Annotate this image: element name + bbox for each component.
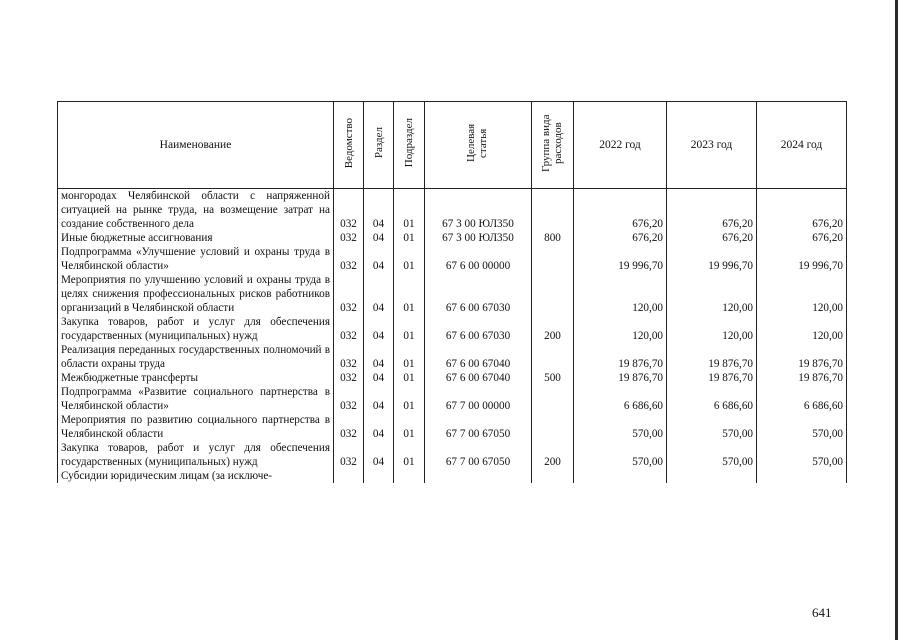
- row-name: монгородах Челябинской области с напряженной ситуацией на рынке труда, на возмещение затрат на создание собственного дела: [58, 189, 334, 232]
- row-celevaya-statya: 67 6 00 67030: [425, 273, 532, 315]
- header-2024: 2024 год: [757, 102, 847, 189]
- row-gruppa-vida: 800: [532, 231, 574, 245]
- row-value-2024: 570,00: [757, 413, 847, 441]
- row-podrazdel: 01: [394, 315, 425, 343]
- header-gruppa-vida-rashodov: Группа вида расходов: [539, 114, 564, 172]
- row-razdel: 04: [364, 273, 394, 315]
- row-celevaya-statya: [425, 469, 532, 483]
- row-celevaya-statya: 67 6 00 67040: [425, 343, 532, 371]
- row-celevaya-statya: 67 6 00 67030: [425, 315, 532, 343]
- row-value-2024: 676,20: [757, 231, 847, 245]
- row-value-2022: 19 996,70: [574, 245, 667, 273]
- row-razdel: 04: [364, 343, 394, 371]
- budget-table: [57, 101, 847, 483]
- row-razdel: 04: [364, 371, 394, 385]
- row-value-2024: 19 876,70: [757, 343, 847, 371]
- row-value-2024: 570,00: [757, 441, 847, 469]
- scan-edge-line: [895, 0, 898, 640]
- row-podrazdel: 01: [394, 245, 425, 273]
- row-value-2022: 120,00: [574, 315, 667, 343]
- row-value-2022: 19 876,70: [574, 343, 667, 371]
- row-podrazdel: [394, 469, 425, 483]
- row-vedomstvo: 032: [334, 189, 364, 232]
- row-value-2022: [574, 469, 667, 483]
- row-value-2023: 6 686,60: [667, 385, 757, 413]
- row-value-2023: 19 996,70: [667, 245, 757, 273]
- row-value-2024: [757, 469, 847, 483]
- table-row: [58, 231, 847, 245]
- row-value-2022: 676,20: [574, 231, 667, 245]
- row-name: Межбюджетные трансферты: [58, 371, 334, 385]
- row-name: Закупка товаров, работ и услуг для обеспечения государственных (муниципальных) нужд: [58, 441, 334, 469]
- table-row: [58, 343, 847, 371]
- table-row: [58, 273, 847, 315]
- row-value-2023: 19 876,70: [667, 371, 757, 385]
- row-value-2023: 570,00: [667, 441, 757, 469]
- row-name: Мероприятия по улучшению условий и охраны труда в целях снижения профессиональных рисков работников организаций в Челябинской области: [58, 273, 334, 315]
- row-value-2022: 19 876,70: [574, 371, 667, 385]
- header-row: [58, 102, 847, 189]
- row-podrazdel: 01: [394, 231, 425, 245]
- row-gruppa-vida: [532, 343, 574, 371]
- row-razdel: 04: [364, 231, 394, 245]
- table-row: [58, 315, 847, 343]
- row-value-2022: 120,00: [574, 273, 667, 315]
- row-value-2024: 120,00: [757, 273, 847, 315]
- row-value-2023: 19 876,70: [667, 343, 757, 371]
- row-value-2024: 120,00: [757, 315, 847, 343]
- row-podrazdel: 01: [394, 385, 425, 413]
- row-celevaya-statya: 67 7 00 67050: [425, 413, 532, 441]
- row-value-2023: 120,00: [667, 315, 757, 343]
- table-row: [58, 469, 847, 483]
- row-vedomstvo: 032: [334, 343, 364, 371]
- row-name: Иные бюджетные ассигнования: [58, 231, 334, 245]
- row-celevaya-statya: 67 3 00 ЮЛ350: [425, 189, 532, 232]
- row-razdel: 04: [364, 441, 394, 469]
- row-celevaya-statya: 67 7 00 67050: [425, 441, 532, 469]
- row-podrazdel: 01: [394, 189, 425, 232]
- row-celevaya-statya: 67 6 00 00000: [425, 245, 532, 273]
- row-razdel: 04: [364, 189, 394, 232]
- row-razdel: 04: [364, 385, 394, 413]
- row-razdel: 04: [364, 245, 394, 273]
- row-gruppa-vida: [532, 413, 574, 441]
- header-name: Наименование: [58, 102, 334, 189]
- row-podrazdel: 01: [394, 343, 425, 371]
- table-row: [58, 413, 847, 441]
- table-body: [58, 189, 847, 484]
- table-row: [58, 385, 847, 413]
- header-vedomstvo: Ведомство: [342, 117, 355, 169]
- row-gruppa-vida: [532, 469, 574, 483]
- row-gruppa-vida: 200: [532, 441, 574, 469]
- row-value-2022: 570,00: [574, 441, 667, 469]
- row-vedomstvo: 032: [334, 245, 364, 273]
- row-podrazdel: 01: [394, 273, 425, 315]
- row-vedomstvo: 032: [334, 273, 364, 315]
- row-celevaya-statya: 67 3 00 ЮЛ350: [425, 231, 532, 245]
- row-celevaya-statya: 67 7 00 00000: [425, 385, 532, 413]
- table-row: [58, 245, 847, 273]
- row-vedomstvo: [334, 469, 364, 483]
- row-value-2022: 570,00: [574, 413, 667, 441]
- row-value-2023: 676,20: [667, 189, 757, 232]
- row-vedomstvo: 032: [334, 413, 364, 441]
- table-row: [58, 189, 847, 232]
- row-celevaya-statya: 67 6 00 67040: [425, 371, 532, 385]
- row-gruppa-vida: 200: [532, 315, 574, 343]
- row-podrazdel: 01: [394, 413, 425, 441]
- row-razdel: 04: [364, 413, 394, 441]
- table-row: [58, 371, 847, 385]
- row-vedomstvo: 032: [334, 385, 364, 413]
- row-gruppa-vida: [532, 273, 574, 315]
- row-name: Субсидии юридическим лицам (за исключе-: [58, 469, 334, 483]
- header-podrazdel: Подраздел: [403, 118, 415, 168]
- row-podrazdel: 01: [394, 441, 425, 469]
- row-name: Мероприятия по развитию социального партнерства в Челябинской области: [58, 413, 334, 441]
- row-name: Реализация переданных государственных полномочий в области охраны труда: [58, 343, 334, 371]
- row-razdel: 04: [364, 315, 394, 343]
- header-celevaya-statya: Целевая статья: [465, 123, 489, 163]
- header-2023: 2023 год: [667, 102, 757, 189]
- header-razdel: Раздел: [372, 127, 385, 159]
- row-gruppa-vida: [532, 385, 574, 413]
- row-value-2024: 19 876,70: [757, 371, 847, 385]
- row-razdel: [364, 469, 394, 483]
- row-name: Закупка товаров, работ и услуг для обеспечения государственных (муниципальных) нужд: [58, 315, 334, 343]
- row-value-2023: [667, 469, 757, 483]
- row-value-2023: 676,20: [667, 231, 757, 245]
- row-gruppa-vida: [532, 189, 574, 232]
- row-value-2022: 6 686,60: [574, 385, 667, 413]
- row-value-2024: 676,20: [757, 189, 847, 232]
- table-row: [58, 441, 847, 469]
- row-name: Подпрограмма «Улучшение условий и охраны труда в Челябинской области»: [58, 245, 334, 273]
- row-podrazdel: 01: [394, 371, 425, 385]
- row-gruppa-vida: [532, 245, 574, 273]
- row-gruppa-vida: 500: [532, 371, 574, 385]
- row-value-2023: 120,00: [667, 273, 757, 315]
- row-vedomstvo: 032: [334, 231, 364, 245]
- row-vedomstvo: 032: [334, 315, 364, 343]
- row-value-2022: 676,20: [574, 189, 667, 232]
- row-value-2023: 570,00: [667, 413, 757, 441]
- header-2022: 2022 год: [574, 102, 667, 189]
- row-value-2024: 19 996,70: [757, 245, 847, 273]
- row-vedomstvo: 032: [334, 371, 364, 385]
- row-value-2024: 6 686,60: [757, 385, 847, 413]
- row-name: Подпрограмма «Развитие социального партнерства в Челябинской области»: [58, 385, 334, 413]
- page-number: 641: [812, 605, 832, 620]
- row-vedomstvo: 032: [334, 441, 364, 469]
